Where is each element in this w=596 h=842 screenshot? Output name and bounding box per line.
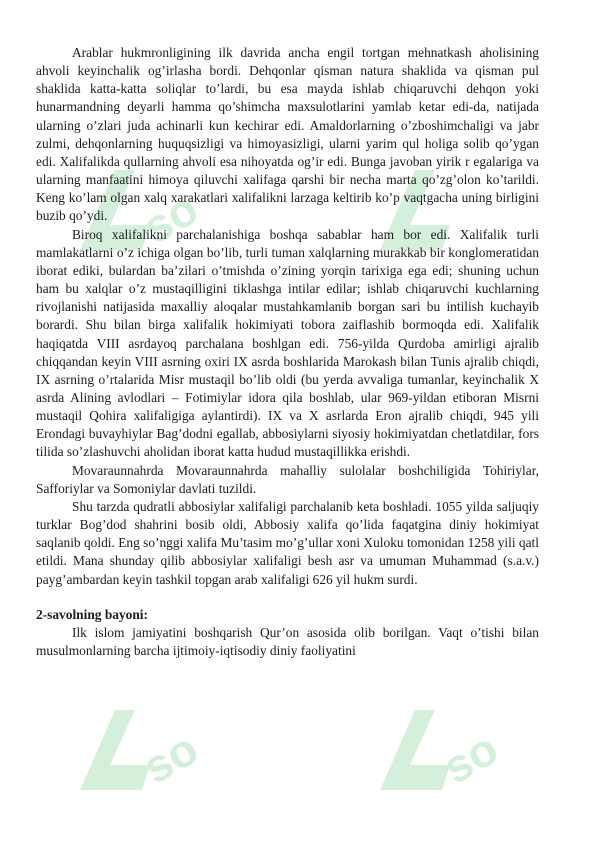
paragraph: Arablar hukmronligining ilk davrida ancha engil tortgan mehnatkash aholisining ahvoli keyinchalik og’irlasha bordi. Dehqonlar qisman natura shaklida va qisman pul shaklida katta-katta soliqlar to’lardi, bu esa mayda ishlab chiqaruvchi dehqon yoki hunarmandning deyarli hamma qo’shimcha maxsulotlarini yamlab ketar edi-da, natijada ularning o’zlari juda achinarli kun kechirar edi. Amaldorlarning o’zboshimchaligi va jabr zulmi, dehqonlarning huquqsizligi va himoyasizligi, ularni yarim qul holiga solib qo’ygan edi. Xalifalikda qullarning ahvoli esa nihoyatda og’ir edi. Bunga javoban yirik r egalariga va ularning manfaatini himoya qiluvchi xalifaga qarshi bir necha marta qo’zg’olon ko’tarildi. Keng ko’lam olgan xalq xarakatlari xalifalikni larzaga keltirib ko’p vaqtgacha uning birligini buzib qo’ydi. [36, 45, 539, 224]
paragraph: Biroq xalifalikni parchalanishiga boshqa sabablar ham bor edi. Xalifalik turli mamlakatlarni o’z ichiga olgan bo’lib, turli tuman xalqlarning murakkab bir konglomeratidan iborat ediki, bulardan ba’zilari o’tmishda o’zining yorqin tarixiga ega edi; shuning uchun ham bu xalqlar o’z mustaqilligini tiklashga intilar edilar; ishlab chiqaruvchi kuchlarning rivojlanishi natijasida maxalliy aloqalar mustahkamlanib borgan sari bu intilish kuchayib borardi. Shu bilan birga xalifalik hokimiyati tobora zaiflashib bormoqda edi. Xalifalik haqiqatda VIII asrdayoq parchalana boshlgan edi. 756-yilda Qurdoba amirligi ajralib chiqqandan keyin VIII asrning oxiri IX asrda boshlarida Marokash bilan Tunis ajralib chiqdi, IX asrning o’rtalarida Misr mustaqil bo’lib oldi (bu yerda avvaliga tumanlar, keyinchalik X asrda Alining avlodlari – Fotimiylar idora qila boshlab, ular 969-yildan etiboran Misrni mustaqil Qohira xalifaligiga aylantirdi). IX va X asrlarda Eron ajralib chiqdi, 945 yili Erondagi buvayhiylar Bag’dodni egallab, abbosiylarni siyosiy hokimiyatdan chetlatdilar, fors tilida so’zlashuvchi aholidan iborat katta hudud mustaqillikka erishdi. [36, 226, 539, 460]
paragraph: Shu tarzda qudratli abbosiylar xalifaligi parchalanib keta boshladi. 1055 yilda saljuqiy turklar Bog’dod shahrini bosib oldi, Abbosiy xalifa qo’lida faqatgina diniy hokimiyat saqlanib qoldi. Eng so’nggi xalifa Mu’tasim mo’g’ullar xoni Xuloku tomonidan 1258 yili qatl etildi. Mana shunday qilib abbosiylar xalifaligi besh asr va umuman Muhammad (s.a.v.) payg’ambardan keyin tashkil topgan arab xalifaligi 626 yil hukm surdi. [36, 498, 539, 587]
watermark-logo [60, 690, 290, 810]
watermark-logo [360, 690, 590, 810]
svg-text:so: so [134, 181, 207, 254]
paragraph: Ilk islom jamiyatini boshqarish Qur’on asosida olib borilgan. Vaqt o’tishi bilan musulmonlarning barcha ijtimoiy-iqtisodiy diniy faoliyatini [36, 624, 539, 658]
svg-text:so: so [134, 721, 207, 794]
paragraph: Movaraunnahrda Movaraunnahrda mahalliy sulolalar boshchiligida Tohiriylar, Safforiylar va Somoniylar davlati tuzildi. [36, 462, 539, 496]
document-page [36, 44, 539, 660]
section-heading: 2-savolning bayoni: [36, 606, 148, 622]
svg-text:so: so [434, 721, 507, 794]
spacer [36, 589, 539, 606]
